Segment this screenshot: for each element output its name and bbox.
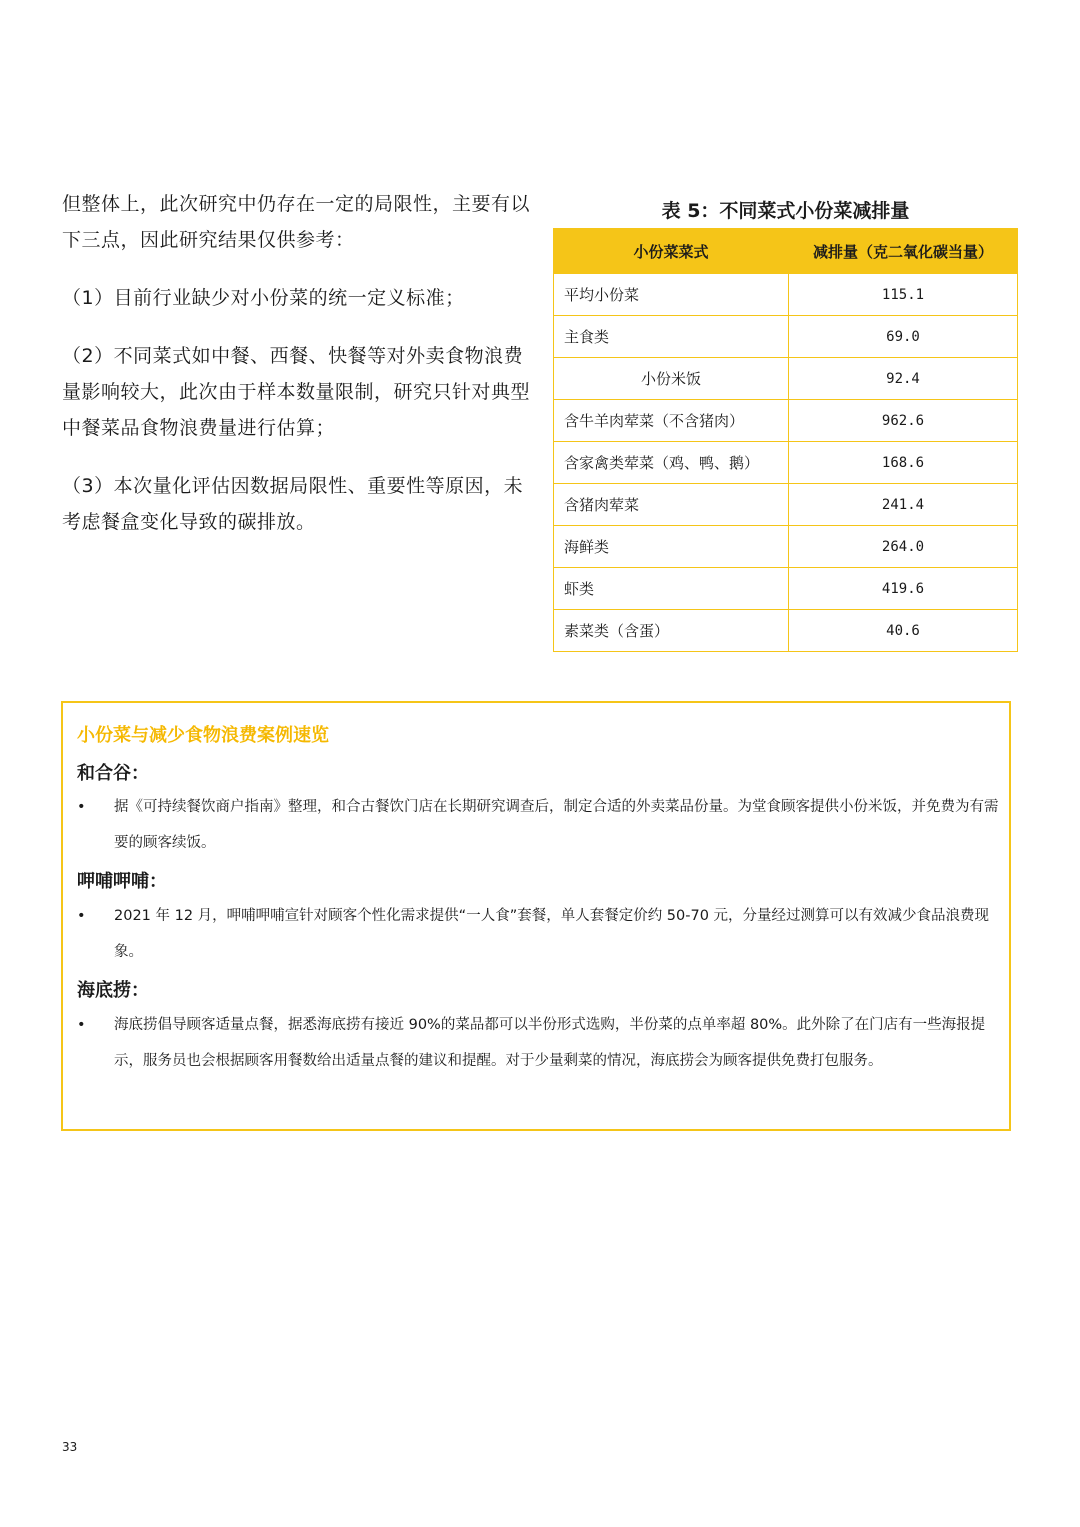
table-row [554, 400, 1018, 442]
emission-table [553, 228, 1018, 652]
case-name-hehegu: 和合谷： [77, 763, 149, 784]
case-item-haidilao [77, 1007, 1002, 1079]
bullet-icon: • [77, 908, 86, 924]
table-row [554, 442, 1018, 484]
case-text: 2021 年 12 月，呷哺呷哺宣针对顾客个性化需求提供“一人食”套餐，单人套餐定价约 50-70 元，分量经过测算可以有效减少食品浪费现象。 [114, 908, 990, 960]
bullet-icon: • [77, 799, 86, 815]
row-category: 主食类 [554, 316, 789, 358]
case-box-title: 小份菜与减少食物浪费案例速览 [77, 725, 329, 746]
row-value: 115.1 [789, 274, 1018, 316]
row-category: 平均小份菜 [554, 274, 789, 316]
row-category: 虾类 [554, 568, 789, 610]
row-value: 264.0 [789, 526, 1018, 568]
table-header-row [554, 229, 1018, 274]
row-value: 168.6 [789, 442, 1018, 484]
row-category: 小份米饭 [554, 358, 789, 400]
header-category: 小份菜菜式 [554, 229, 789, 274]
case-name-haidilao: 海底捞： [77, 980, 149, 1001]
case-name-xiabu: 呷哺呷哺： [77, 871, 167, 892]
table-title: 表 5：不同菜式小份菜减排量 [661, 200, 910, 222]
intro-text [62, 186, 532, 562]
table-row [554, 610, 1018, 652]
row-category: 含家禽类荤菜（鸡、鸭、鹅） [554, 442, 789, 484]
case-item-hehegu [77, 789, 1002, 861]
header-value: 减排量（克二氧化碳当量） [789, 229, 1018, 274]
bullet-icon: • [77, 1017, 86, 1033]
row-value: 69.0 [789, 316, 1018, 358]
limitation-point-1: （1）目前行业缺少对小份菜的统一定义标准； [62, 287, 465, 309]
case-text: 海底捞倡导顾客适量点餐，据悉海底捞有接近 90%的菜品都可以半份形式选购，半份菜的点单率超 80%。此外除了在门店有一些海报提示，服务员也会根据顾客用餐数给出适量点餐的建议和提醒。对于少量剩菜的情况，海底捞会为顾客提供免费打包服务。 [114, 1017, 986, 1069]
row-category: 含牛羊肉荤菜（不含猪肉） [554, 400, 789, 442]
row-value: 962.6 [789, 400, 1018, 442]
intro-paragraph: 但整体上，此次研究中仍存在一定的局限性，主要有以下三点，因此研究结果仅供参考： [62, 193, 531, 251]
row-value: 40.6 [789, 610, 1018, 652]
page-number: 33 [62, 1440, 78, 1454]
row-value: 241.4 [789, 484, 1018, 526]
limitation-point-3: （3）本次量化评估因数据局限性、重要性等原因，未考虑餐盒变化导致的碳排放。 [62, 475, 524, 533]
row-value: 92.4 [789, 358, 1018, 400]
case-text: 据《可持续餐饮商户指南》整理，和合古餐饮门店在长期研究调查后，制定合适的外卖菜品份量。为堂食顾客提供小份米饭，并免费为有需要的顾客续饭。 [114, 799, 999, 851]
limitation-point-2: （2）不同菜式如中餐、西餐、快餐等对外卖食物浪费量影响较大，此次由于样本数量限制，研究只针对典型中餐菜品食物浪费量进行估算； [62, 345, 531, 439]
table-row [554, 358, 1018, 400]
table-row [554, 568, 1018, 610]
row-category: 素菜类（含蛋） [554, 610, 789, 652]
case-study-box [61, 701, 1011, 1131]
row-category: 海鲜类 [554, 526, 789, 568]
case-item-xiabu [77, 898, 1002, 970]
table-row [554, 316, 1018, 358]
table-row [554, 274, 1018, 316]
row-category: 含猪肉荤菜 [554, 484, 789, 526]
table-row [554, 484, 1018, 526]
row-value: 419.6 [789, 568, 1018, 610]
table-row [554, 526, 1018, 568]
